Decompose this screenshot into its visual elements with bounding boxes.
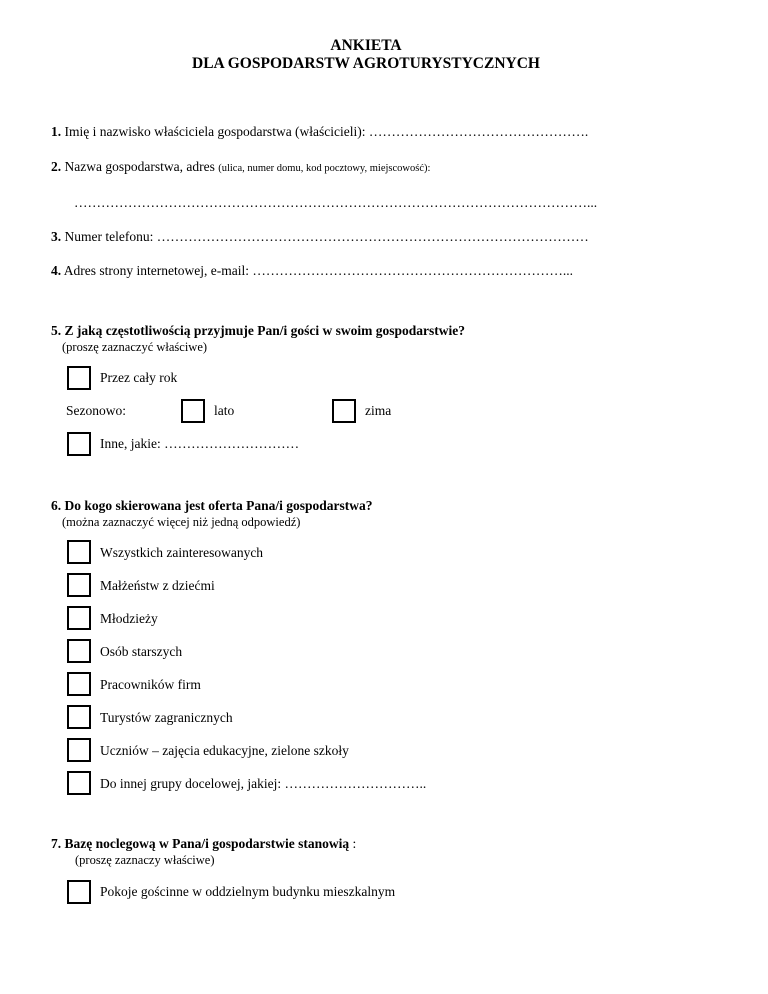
option-label: Turystów zagranicznych [100,710,233,725]
question-6-number: 6. [51,498,62,513]
question-6-heading [51,498,373,514]
checkbox-winter[interactable] [332,399,356,423]
seasonal-label: Sezonowo: [66,403,126,418]
question-3-number: 3. [51,229,62,244]
option-guest-rooms-label: Pokoje gościnne w oddzielnym budynku mieszkalnym [100,884,396,899]
option-all-year-label: Przez cały rok [100,370,178,385]
question-4 [51,262,573,280]
option-label: Uczniów – zajęcia edukacyjne, zielone szkoły [100,743,349,758]
checkbox-guest-rooms-separate-building[interactable] [67,880,91,904]
question-3-text[interactable]: Numer telefonu: …………………………………………………………………………………… [64,229,589,244]
question-2 [51,158,430,178]
question-1 [51,123,588,141]
checkbox-youth[interactable] [67,606,91,630]
checkbox-families[interactable] [67,573,91,597]
question-7-title-suffix: : [349,836,357,851]
checkbox-company-employees[interactable] [67,672,91,696]
question-6-hint: (można zaznaczyć więcej niż jedną odpowiedź) [62,515,301,529]
option-label: Do innej grupy docelowej, jakiej: ………………………….. [100,776,427,791]
question-3 [51,228,589,246]
checkbox-students[interactable] [67,738,91,762]
question-2-number: 2. [51,159,62,174]
question-4-text[interactable]: Adres strony internetowej, e-mail: ……………………………………………………………... [63,263,573,278]
question-5-hint: (proszę zaznaczyć właściwe) [62,340,208,354]
checkbox-all-year[interactable] [67,366,91,390]
question-5-heading [51,323,465,339]
question-5-number: 5. [51,323,62,338]
option-label: Młodzieży [100,611,158,626]
question-1-number: 1. [51,124,62,139]
option-label: Osób starszych [100,644,183,659]
option-label: Pracowników firm [100,677,201,692]
checkbox-summer[interactable] [181,399,205,423]
question-7-hint: (proszę zaznaczy właściwe) [75,853,215,867]
checkbox-all-interested[interactable] [67,540,91,564]
question-5-title: Z jaką częstotliwością przyjmuje Pan/i gości w swoim gospodarstwie? [64,323,465,338]
option-label: Wszystkich zainteresowanych [100,545,264,560]
checkbox-foreign-tourists[interactable] [67,705,91,729]
checkbox-other[interactable] [67,432,91,456]
question-4-number: 4. [51,263,62,278]
question-7-title: Bazę noclegową w Pana/i gospodarstwie stanowią [64,836,350,851]
question-2-answer-line[interactable]: ……………………………………………………………………………………………………... [74,195,598,210]
option-other-label: Inne, jakie: ………………………… [100,436,300,451]
question-1-text[interactable]: Imię i nazwisko właściciela gospodarstwa (właścicieli): …………………………………………. [64,124,589,139]
checkbox-other-group[interactable] [67,771,91,795]
option-label: Małżeństw z dziećmi [100,578,215,593]
option-winter-label: zima [365,403,392,418]
question-7-heading [51,836,356,852]
question-6-title: Do kogo skierowana jest oferta Pana/i gospodarstwa? [64,498,373,513]
question-2-text: Nazwa gospodarstwa, adres [64,159,219,174]
page-title-line1: ANKIETA [330,37,402,54]
option-summer-label: lato [214,403,235,418]
checkbox-seniors[interactable] [67,639,91,663]
question-7-number: 7. [51,836,62,851]
question-2-subtext: (ulica, numer domu, kod pocztowy, miejscowość): [218,163,431,174]
page-title-line2: DLA GOSPODARSTW AGROTURYSTYCZNYCH [192,55,540,72]
